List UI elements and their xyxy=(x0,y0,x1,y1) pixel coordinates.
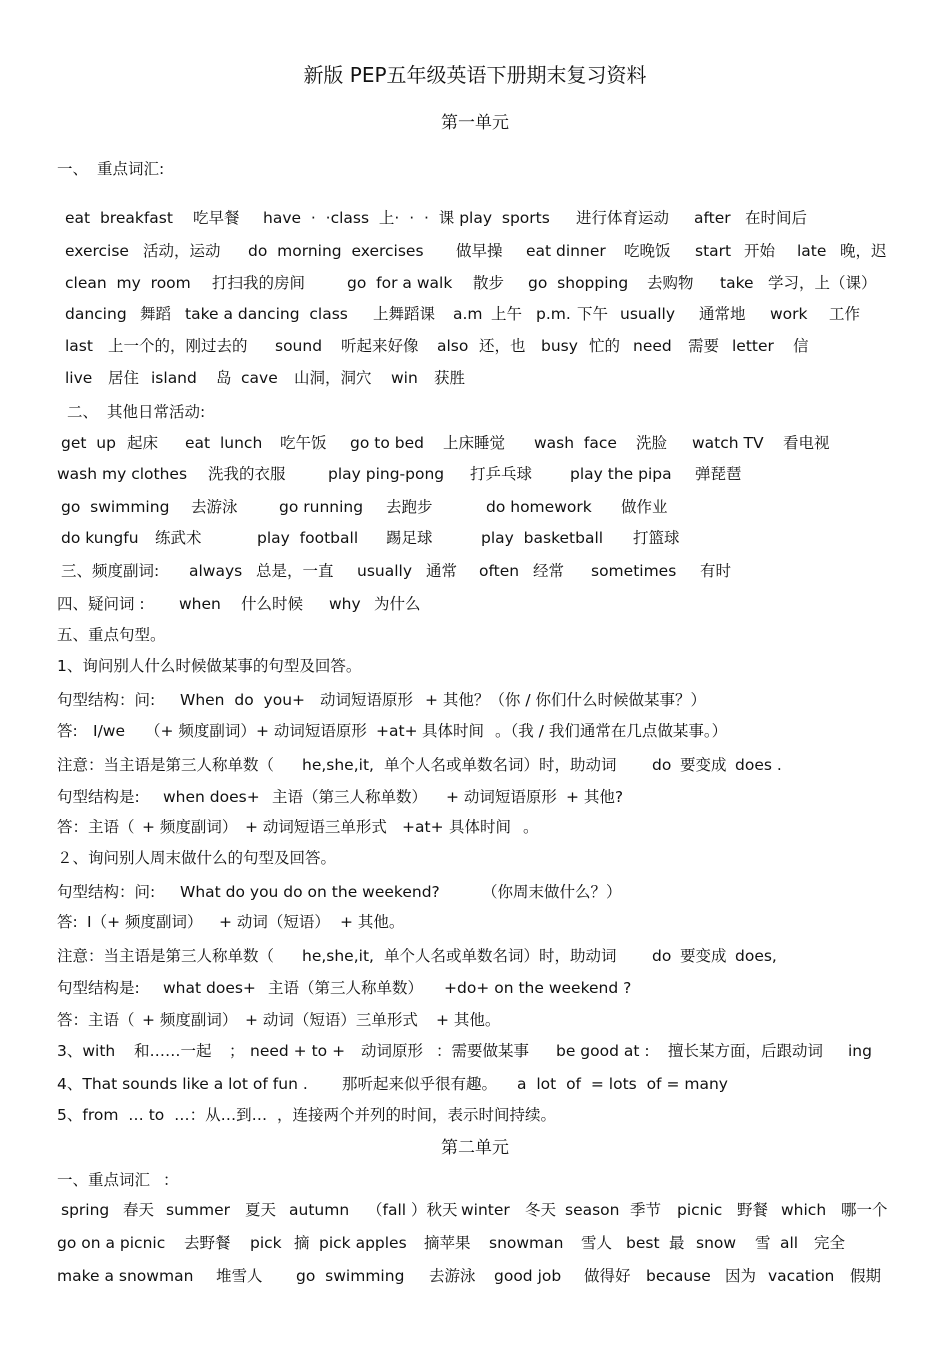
unit1-text-segment: 忙的 xyxy=(589,337,621,355)
unit2-text-segment: 一、重点词汇 xyxy=(57,1171,151,1189)
unit1-text-segment: 去购物 xyxy=(647,274,694,292)
unit2-text-segment: 野餐 xyxy=(737,1201,769,1219)
unit2-text-segment: all xyxy=(780,1234,799,1252)
unit1-text-segment: 。 xyxy=(523,818,539,836)
unit2-text-segment: 去野餐 xyxy=(184,1234,231,1252)
unit1-text-segment: 五、重点句型。 xyxy=(57,626,166,644)
unit2-text-segment: 哪一个 xyxy=(841,1201,888,1219)
unit2-text-segment: snowman xyxy=(489,1234,564,1252)
unit1-text-segment: do morning exercises xyxy=(248,242,424,260)
unit2-text-segment: 完全 xyxy=(814,1234,846,1252)
unit1-text-segment: 1、询问别人什么时候做某事的句型及回答。 xyxy=(57,657,362,675)
unit1-text-segment: +at+ xyxy=(376,722,418,740)
unit1-text-segment: a lot of = lots of = many xyxy=(517,1075,728,1093)
unit1-text-segment: 3、with xyxy=(57,1042,116,1060)
unit1-text-segment: 吃早餐 xyxy=(193,209,240,227)
unit1-text-segment: 单个人名或单数名词）时，助动词 xyxy=(384,756,617,774)
unit1-text-segment: watch TV xyxy=(692,434,764,452)
unit1-text-segment: get up xyxy=(61,434,116,452)
unit1-text-segment: win xyxy=(391,369,418,387)
unit1-text-segment: when does+ xyxy=(163,788,260,806)
unit1-text-segment: always xyxy=(189,562,243,580)
unit1-line xyxy=(0,272,950,294)
unit1-text-segment: 和……一起 xyxy=(134,1042,212,1060)
unit1-line xyxy=(0,1040,950,1062)
unit1-text-segment: 获胜 xyxy=(434,369,466,387)
unit2-text-segment: go on a picnic xyxy=(57,1234,166,1252)
unit1-text-segment: 学习，上（课） xyxy=(768,274,877,292)
unit1-text-segment: 要变成 xyxy=(680,947,727,965)
unit1-text-segment: letter xyxy=(732,337,774,355)
unit1-text-segment: ：需要做某事 xyxy=(436,1042,530,1060)
unit1-line xyxy=(0,945,950,967)
unit1-line xyxy=(0,401,950,423)
unit2-text-segment: winter xyxy=(461,1201,510,1219)
unit1-text-segment: 4、That sounds like a lot of fun . xyxy=(57,1075,308,1093)
unit1-text-segment: 句型结构：问: xyxy=(57,883,156,901)
unit1-text-segment: 上一个的，刚过去的 xyxy=(108,337,248,355)
unit1-text-segment: ２、询问别人周末做什么的句型及回答。 xyxy=(57,849,337,867)
unit1-text-segment: play basketball xyxy=(481,529,604,547)
unit2-text-segment: 去游泳 xyxy=(429,1267,476,1285)
unit1-text-segment: 看电视 xyxy=(783,434,830,452)
unit1-text-segment: 有时 xyxy=(700,562,732,580)
unit1-text-segment: + 动词（短语） xyxy=(219,913,330,931)
unit2-text-segment: 摘 xyxy=(294,1234,310,1252)
unit1-text-segment: 动词原形 xyxy=(361,1042,424,1060)
unit1-text-segment: 洗我的衣服 xyxy=(208,465,286,483)
unit2-text-segment: because xyxy=(646,1267,711,1285)
unit1-line xyxy=(0,847,950,869)
unit1-text-segment: I（+ 频度副词） xyxy=(87,913,203,931)
unit1-text-segment: + 其他。 xyxy=(340,913,405,931)
unit1-text-segment: 洗脸 xyxy=(636,434,668,452)
unit1-line xyxy=(0,786,950,808)
unit1-text-segment: 踢足球 xyxy=(386,529,433,547)
unit1-text-segment: 总是，一直 xyxy=(256,562,334,580)
unit2-text-segment: go swimming xyxy=(296,1267,405,1285)
unit1-text-segment: do xyxy=(652,756,672,774)
unit1-line xyxy=(0,560,950,582)
unit1-text-segment: + 动词（短语）三单形式 xyxy=(245,1011,418,1029)
unit1-text-segment: 注意：当主语是第三人称单数（ xyxy=(57,756,275,774)
unit1-heading: 第一单元 xyxy=(441,113,509,133)
unit1-text-segment: 舞蹈 xyxy=(140,305,172,323)
unit1-text-segment: ； xyxy=(229,1042,245,1060)
unit1-text-segment: 为什么 xyxy=(374,595,421,613)
unit2-text-segment: vacation xyxy=(768,1267,835,1285)
unit1-line xyxy=(0,593,950,615)
unit1-text-segment: busy xyxy=(541,337,578,355)
unit1-text-segment: I/we xyxy=(93,722,126,740)
unit1-text-segment: 居住 xyxy=(108,369,140,387)
unit2-text-segment: picnic xyxy=(677,1201,723,1219)
unit1-text-segment: 上舞蹈课 xyxy=(373,305,436,323)
unit1-text-segment: live xyxy=(65,369,93,387)
unit2-text-segment: make a snowman xyxy=(57,1267,194,1285)
unit1-text-segment: 擅长某方面，后跟动词 xyxy=(668,1042,824,1060)
unit1-text-segment: 打乒乓球 xyxy=(470,465,533,483)
unit1-text-segment: 去游泳 xyxy=(191,498,238,516)
unit1-line xyxy=(0,655,950,677)
unit2-text-segment: 因为 xyxy=(725,1267,757,1285)
unit2-text-segment: which xyxy=(781,1201,827,1219)
unit1-text-segment: 做作业 xyxy=(621,498,668,516)
unit1-line xyxy=(0,240,950,262)
unit1-text-segment: 下午 xyxy=(577,305,609,323)
unit1-text-segment: start xyxy=(695,242,732,260)
unit1-text-segment: cave xyxy=(241,369,278,387)
unit1-text-segment: 开始 xyxy=(744,242,776,260)
unit1-text-segment: go shopping xyxy=(528,274,629,292)
unit1-text-segment: after xyxy=(694,209,731,227)
unit1-text-segment: go for a walk xyxy=(347,274,453,292)
unit1-text-segment: 在时间后 xyxy=(745,209,808,227)
unit1-text-segment: do kungfu xyxy=(61,529,139,547)
unit1-text-segment: take a dancing class xyxy=(185,305,348,323)
unit1-text-segment: 吃午饭 xyxy=(280,434,327,452)
unit1-text-segment: 做早操 xyxy=(456,242,503,260)
unit1-text-segment: have · ·class 上· · · 课 play sports xyxy=(263,209,550,227)
unit2-line xyxy=(0,1232,950,1254)
unit1-text-segment: 散步 xyxy=(473,274,505,292)
unit1-text-segment: 练武术 xyxy=(155,529,202,547)
unit1-line xyxy=(0,720,950,742)
unit1-text-segment: sometimes xyxy=(591,562,677,580)
unit2-line xyxy=(0,1199,950,1221)
unit2-line xyxy=(0,1169,950,1191)
unit1-text-segment: wash face xyxy=(534,434,617,452)
unit1-text-segment: 还，也 xyxy=(479,337,526,355)
unit1-line xyxy=(0,367,950,389)
unit1-text-segment: 工作 xyxy=(829,305,861,323)
unit1-line xyxy=(0,1104,950,1126)
unit1-text-segment: often xyxy=(479,562,520,580)
unit1-text-segment: （你周末做什么？） xyxy=(482,883,622,901)
unit1-text-segment: + 其他？（你 / 你们什么时候做某事？） xyxy=(425,691,706,709)
unit2-text-segment: 最 xyxy=(669,1234,685,1252)
unit2-text-segment: spring xyxy=(61,1201,110,1219)
unit1-text-segment: 上午 xyxy=(491,305,523,323)
unit1-text-segment: late xyxy=(797,242,827,260)
unit2-text-segment: best xyxy=(626,1234,660,1252)
unit1-text-segment: 句型结构：问: xyxy=(57,691,156,709)
unit1-text-segment: 岛 xyxy=(216,369,232,387)
unit1-text-segment: do xyxy=(652,947,672,965)
unit1-text-segment: + 其他? xyxy=(566,788,624,806)
unit1-text-segment: play ping-pong xyxy=(328,465,445,483)
unit1-text-segment: go swimming xyxy=(61,498,170,516)
unit1-text-segment: need + to + xyxy=(250,1042,346,1060)
unit1-text-segment: 吃晚饭 xyxy=(624,242,671,260)
unit1-text-segment: 晚，迟 xyxy=(840,242,887,260)
unit1-text-segment: 单个人名或单数名词）时，助动词 xyxy=(384,947,617,965)
unit1-line xyxy=(0,881,950,903)
unit1-line xyxy=(0,624,950,646)
unit1-text-segment: wash my clothes xyxy=(57,465,188,483)
unit1-text-segment: when xyxy=(179,595,221,613)
unit1-text-segment: 打篮球 xyxy=(633,529,680,547)
unit2-text-segment: 季节 xyxy=(630,1201,662,1219)
unit2-text-segment: 做得好 xyxy=(584,1267,631,1285)
unit1-text-segment: 5、from … to …：从…到… ，连接两个并列的时间，表示时间持续。 xyxy=(57,1106,556,1124)
unit1-text-segment: 答：主语（ xyxy=(57,1011,135,1029)
unit1-text-segment: go running xyxy=(279,498,364,516)
unit1-line xyxy=(0,1073,950,1095)
unit1-text-segment: 要变成 xyxy=(680,756,727,774)
unit2-text-segment: ： xyxy=(163,1171,179,1189)
unit1-line xyxy=(0,911,950,933)
unit1-line xyxy=(0,977,950,999)
document-title: 新版 PEP五年级英语下册期末复习资料 xyxy=(303,63,647,87)
unit1-line xyxy=(0,303,950,325)
unit1-text-segment: 具体时间 xyxy=(449,818,512,836)
unit1-text-segment: exercise xyxy=(65,242,129,260)
unit1-text-segment: p.m. xyxy=(536,305,571,323)
unit1-text-segment: usually xyxy=(357,562,413,580)
unit1-text-segment: 起床 xyxy=(127,434,159,452)
unit1-text-segment: 句型结构是: xyxy=(57,788,140,806)
unit1-text-segment: 三、频度副词: xyxy=(61,562,160,580)
unit1-line xyxy=(0,496,950,518)
unit2-text-segment: 夏天 xyxy=(245,1201,277,1219)
unit1-text-segment: 重点词汇: xyxy=(97,160,165,178)
unit2-text-segment: 雪 xyxy=(755,1234,771,1252)
unit2-line xyxy=(0,1265,950,1287)
unit1-text-segment: +do+ on the weekend ? xyxy=(444,979,632,997)
unit1-text-segment: 那听起来似乎很有趣。 xyxy=(342,1075,498,1093)
unit1-text-segment: why xyxy=(329,595,361,613)
unit1-text-segment: eat breakfast xyxy=(65,209,173,227)
unit1-text-segment: a.m xyxy=(453,305,483,323)
unit1-text-segment: 活动，运动 xyxy=(143,242,221,260)
unit2-text-segment: 摘苹果 xyxy=(424,1234,471,1252)
unit2-text-segment: pick xyxy=(250,1234,282,1252)
unit1-text-segment: do homework xyxy=(486,498,592,516)
unit2-text-segment: 雪人 xyxy=(581,1234,613,1252)
unit2-text-segment: snow xyxy=(696,1234,737,1252)
unit1-line xyxy=(0,432,950,454)
unit1-text-segment: does, xyxy=(735,947,777,965)
unit1-text-segment: he,she,it, xyxy=(302,756,374,774)
unit1-text-segment: + 动词短语原形 xyxy=(446,788,557,806)
unit2-text-segment: summer xyxy=(166,1201,231,1219)
unit1-text-segment: dancing xyxy=(65,305,127,323)
unit1-text-segment: eat lunch xyxy=(185,434,263,452)
unit1-text-segment: 答: xyxy=(57,722,78,740)
unit1-text-segment: island xyxy=(151,369,197,387)
unit1-text-segment: 上床睡觉 xyxy=(443,434,506,452)
unit1-text-segment: 需要 xyxy=(688,337,720,355)
unit2-text-segment: 假期 xyxy=(850,1267,882,1285)
unit1-line xyxy=(0,335,950,357)
unit1-text-segment: 通常 xyxy=(426,562,458,580)
unit1-text-segment: 山洞，洞穴 xyxy=(294,369,372,387)
unit1-text-segment: +at+ xyxy=(402,818,444,836)
unit1-text-segment: What do you do on the weekend? xyxy=(180,883,440,901)
unit1-text-segment: 进行体育运动 xyxy=(576,209,670,227)
unit2-text-segment: 春天 xyxy=(123,1201,155,1219)
unit1-text-segment: + 动词短语三单形式 xyxy=(245,818,387,836)
unit1-text-segment: 答: xyxy=(57,913,78,931)
unit1-text-segment: he,she,it, xyxy=(302,947,374,965)
unit1-text-segment: also xyxy=(437,337,469,355)
unit2-text-segment: 冬天 xyxy=(525,1201,557,1219)
unit1-text-segment: 答：主语（ xyxy=(57,818,135,836)
unit1-text-segment: When do you+ xyxy=(180,691,306,709)
unit1-line xyxy=(0,527,950,549)
unit1-text-segment: 其他日常活动: xyxy=(107,403,206,421)
unit1-text-segment: take xyxy=(720,274,754,292)
unit1-text-segment: 弹琵琶 xyxy=(695,465,742,483)
unit2-text-segment: （fall ）秋天 xyxy=(367,1201,458,1219)
unit1-text-segment: 。（我 / 我们通常在几点做某事。） xyxy=(495,722,728,740)
unit2-text-segment: good job xyxy=(494,1267,562,1285)
unit1-text-segment: 动词短语原形 xyxy=(320,691,414,709)
unit2-heading: 第二单元 xyxy=(441,1138,509,1158)
unit1-text-segment: + 频度副词） xyxy=(142,1011,238,1029)
unit1-text-segment: + 动词短语原形 xyxy=(256,722,367,740)
unit1-text-segment: work xyxy=(770,305,808,323)
unit1-text-segment: usually xyxy=(620,305,676,323)
unit1-text-segment: 主语（第三人称单数） xyxy=(272,788,428,806)
unit1-text-segment: 打扫我的房间 xyxy=(212,274,306,292)
unit1-line xyxy=(0,816,950,838)
unit1-text-segment: does . xyxy=(735,756,782,774)
unit1-text-segment: need xyxy=(633,337,672,355)
unit2-text-segment: season xyxy=(565,1201,620,1219)
unit1-text-segment: 通常地 xyxy=(699,305,746,323)
unit1-line xyxy=(0,689,950,711)
unit1-text-segment: last xyxy=(65,337,93,355)
unit1-text-segment: 句型结构是: xyxy=(57,979,140,997)
unit1-text-segment: 主语（第三人称单数） xyxy=(268,979,424,997)
unit1-text-segment: play the pipa xyxy=(570,465,672,483)
unit1-text-segment: + 其他。 xyxy=(436,1011,501,1029)
unit1-text-segment: 四、疑问词 : xyxy=(57,595,145,613)
unit1-text-segment: 信 xyxy=(793,337,809,355)
unit1-text-segment: 具体时间 xyxy=(422,722,485,740)
unit1-text-segment: 去跑步 xyxy=(386,498,433,516)
unit2-text-segment: 堆雪人 xyxy=(216,1267,263,1285)
unit1-text-segment: sound xyxy=(275,337,323,355)
unit1-text-segment: 经常 xyxy=(533,562,565,580)
unit1-text-segment: 一、 xyxy=(57,160,89,178)
unit1-text-segment: 听起来好像 xyxy=(341,337,419,355)
unit1-line xyxy=(0,463,950,485)
unit1-line xyxy=(0,207,950,229)
unit2-text-segment: autumn xyxy=(289,1201,350,1219)
unit1-text-segment: 什么时候 xyxy=(241,595,304,613)
unit1-text-segment: be good at : xyxy=(556,1042,650,1060)
unit1-text-segment: 二、 xyxy=(67,403,99,421)
unit1-line xyxy=(0,754,950,776)
unit1-text-segment: 注意：当主语是第三人称单数（ xyxy=(57,947,275,965)
unit1-text-segment: clean my room xyxy=(65,274,191,292)
unit1-line xyxy=(0,1009,950,1031)
unit1-text-segment: （+ 频度副词） xyxy=(145,722,256,740)
unit1-text-segment: go to bed xyxy=(350,434,424,452)
unit1-text-segment: what does+ xyxy=(163,979,256,997)
unit1-text-segment: eat dinner xyxy=(526,242,606,260)
unit1-text-segment: + 频度副词） xyxy=(142,818,238,836)
unit1-text-segment: ing xyxy=(848,1042,872,1060)
unit2-text-segment: pick apples xyxy=(319,1234,407,1252)
unit1-text-segment: play football xyxy=(257,529,359,547)
unit1-line xyxy=(0,158,950,180)
